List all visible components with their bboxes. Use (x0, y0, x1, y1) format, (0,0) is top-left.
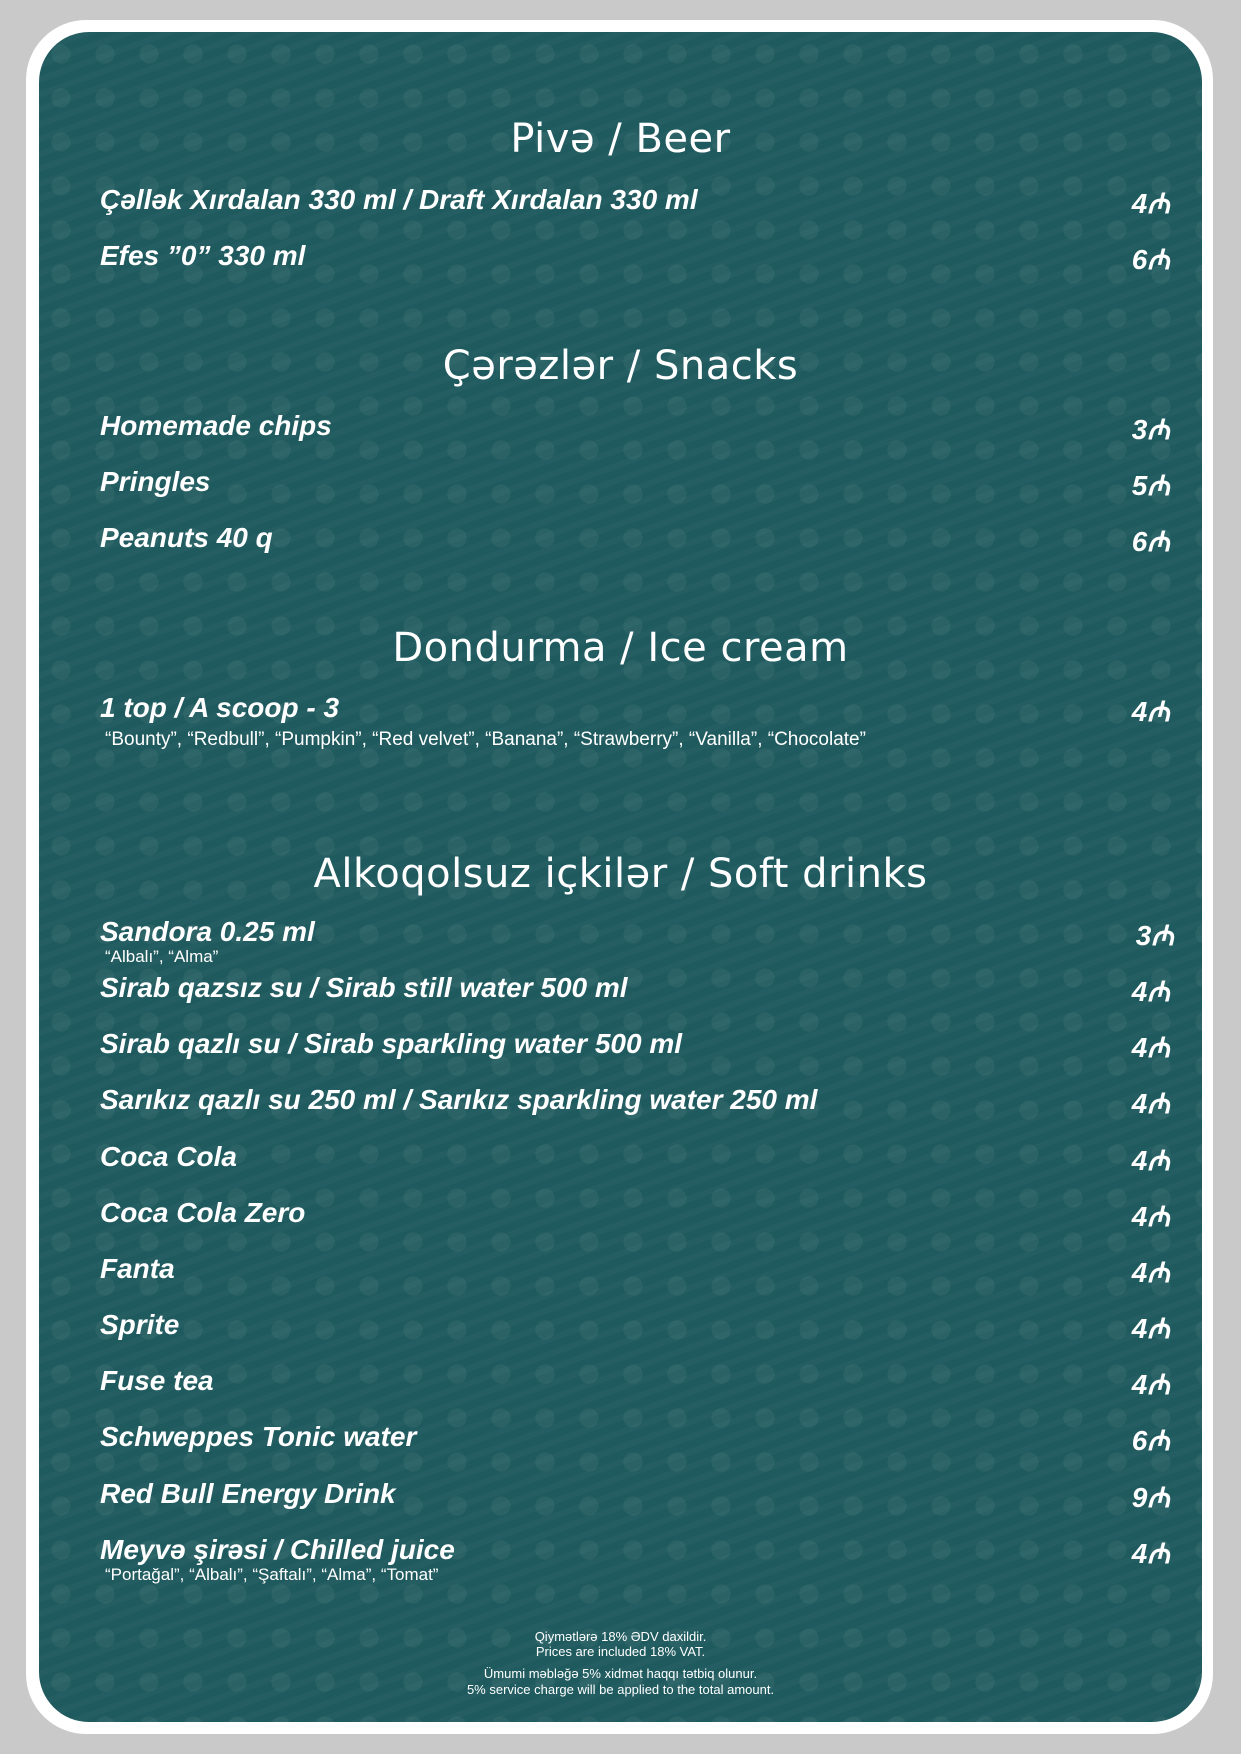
footer-service-az: Ümumi məbləğə 5% xidmət haqqı tətbiq olunur. (483, 1666, 758, 1681)
menu-item-price: 5₼ (1131, 470, 1170, 501)
section-title-snacks: Çərəzlər / Snacks (442, 343, 799, 389)
footer-service-en: 5% service charge will be applied to the total amount. (466, 1682, 775, 1697)
menu-item-price: 4₼ (1131, 976, 1170, 1007)
menu-item-price: 3₼ (1131, 414, 1170, 445)
menu-item-name: Çəllək Xırdalan 330 ml / Draft Xırdalan 330 ml (100, 184, 698, 215)
menu-item-price: 4₼ (1131, 696, 1170, 727)
menu-item-price: 4₼ (1131, 1538, 1170, 1569)
menu-item-name: Fanta (100, 1253, 175, 1284)
menu-item-name: Sandora 0.25 ml (100, 916, 315, 947)
menu-item-name: Sirab qazsız su / Sirab still water 500 ml (100, 972, 628, 1003)
menu-item-note: “Albalı”, “Alma” (105, 947, 219, 966)
menu-panel (39, 32, 1202, 1722)
menu-item-note: “Bounty”, “Redbull”, “Pumpkin”, “Red velvet”, “Banana”, “Strawberry”, “Vanilla”, “Chocolate” (105, 729, 866, 750)
menu-item-name: Homemade chips (100, 410, 332, 441)
menu-item-name: Meyvə şirəsi / Chilled juice (100, 1534, 455, 1565)
menu-item-name: 1 top / A scoop - 3 (100, 692, 340, 723)
menu-item-price: 6₼ (1131, 526, 1170, 557)
menu-item-note: “Portağal”, “Albalı”, “Şaftalı”, “Alma”, “Tomat” (105, 1565, 439, 1584)
menu-item-name: Fuse tea (100, 1365, 214, 1396)
menu-item-price: 4₼ (1131, 1201, 1170, 1232)
menu-item-name: Pringles (100, 466, 211, 497)
menu-item-price: 4₼ (1131, 1313, 1170, 1344)
menu-item-price: 4₼ (1131, 1145, 1170, 1176)
menu-item-name: Red Bull Energy Drink (100, 1478, 396, 1509)
footer-vat-en: Prices are included 18% VAT. (535, 1644, 706, 1659)
section-title-ice-cream: Dondurma / Ice cream (392, 625, 849, 671)
menu-item-name: Sprite (100, 1309, 180, 1340)
menu-item-name: Sarıkız qazlı su 250 ml / Sarıkız sparkling water 250 ml (100, 1084, 818, 1115)
menu-item-price: 6₼ (1131, 1425, 1170, 1456)
menu-item-price: 4₼ (1131, 1088, 1170, 1119)
menu-item-price: 4₼ (1131, 1032, 1170, 1063)
menu-item-name: Peanuts 40 q (100, 522, 273, 553)
menu-item-price: 4₼ (1131, 188, 1170, 219)
menu-item-name: Schweppes Tonic water (100, 1421, 417, 1452)
menu-item-name: Sirab qazlı su / Sirab sparkling water 500 ml (100, 1028, 682, 1059)
menu-item-price: 3₼ (1135, 920, 1174, 951)
menu-item-name: Coca Cola Zero (100, 1197, 306, 1228)
section-title-soft-drinks: Alkoqolsuz içkilər / Soft drinks (313, 851, 928, 897)
footer-vat-az: Qiymətlərə 18% ƏDV daxildir. (534, 1629, 707, 1644)
menu-item-price: 4₼ (1131, 1369, 1170, 1400)
menu-item-price: 6₼ (1131, 244, 1170, 275)
menu-item-name: Efes ”0” 330 ml (100, 240, 306, 271)
menu-item-name: Coca Cola (100, 1141, 237, 1172)
menu-item-price: 9₼ (1131, 1482, 1170, 1513)
menu-item-price: 4₼ (1131, 1257, 1170, 1288)
section-title-beer: Pivə / Beer (510, 116, 731, 162)
